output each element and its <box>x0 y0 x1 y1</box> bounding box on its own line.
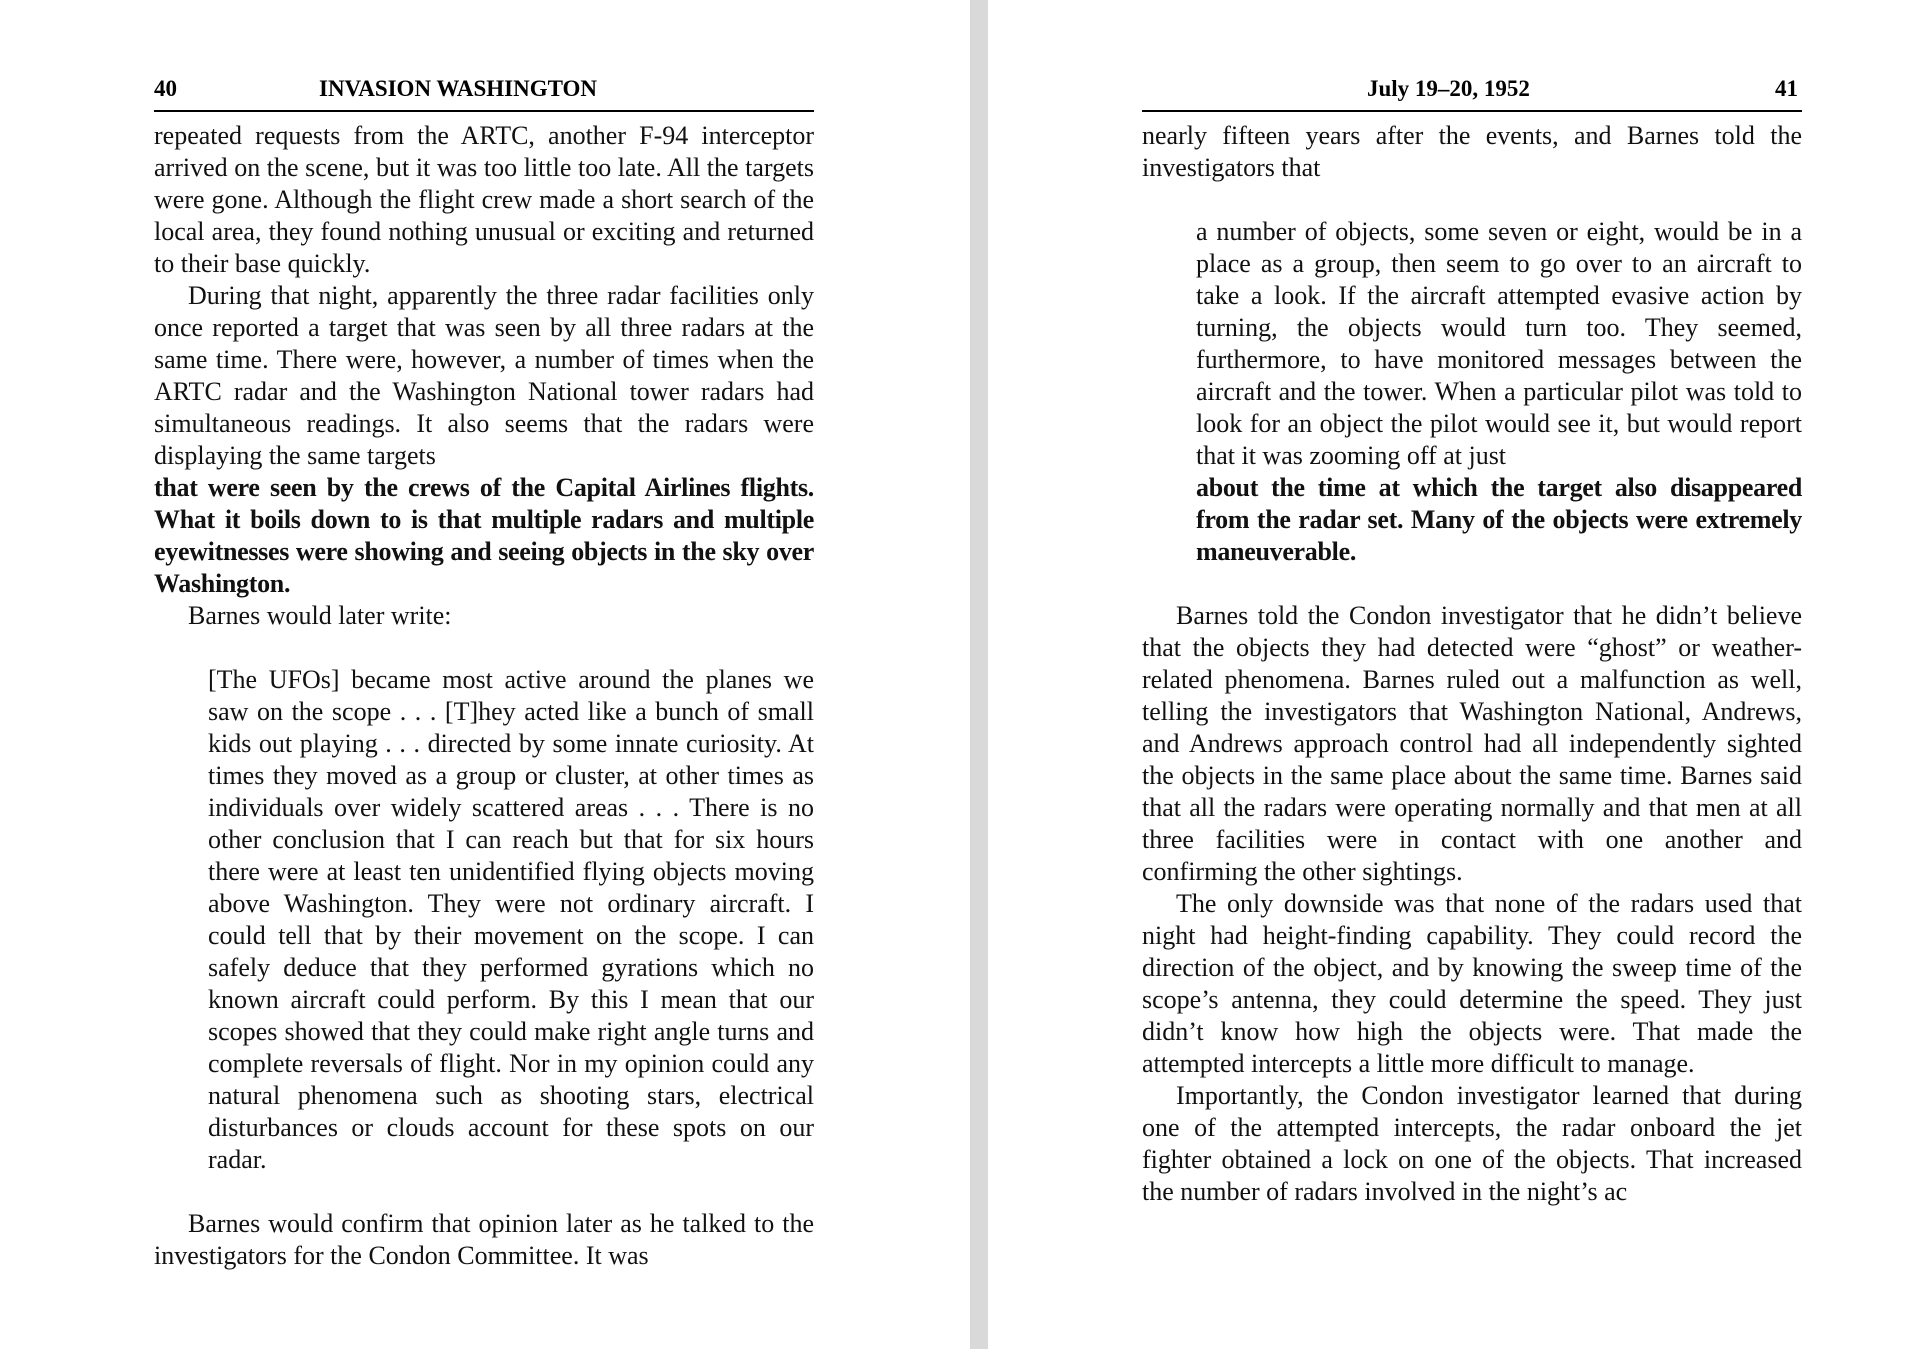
page-gutter <box>970 0 988 1349</box>
block-quote-continued: about the time at which the target also disappeared from the radar set. Many of the objects were extremely maneuverable. <box>1196 473 1802 566</box>
paragraph: that were seen by the crews of the Capital Airlines flights. What it boils down to is that multiple radars and multiple eyewitnesses were showing and seeing objects in the sky over Washington. <box>154 473 814 598</box>
paragraph: During that night, apparently the three radar facilities only once reported a target that was seen by all three radars at the same time. There were, however, a number of times when the ARTC radar and the Washington National tower radars had simultaneous readings. It also seems that the radars were displaying the same targets <box>154 281 814 470</box>
paragraph: repeated requests from the ARTC, another F-94 interceptor arrived on the scene, but it was too little too late. All the targets were gone. Although the flight crew made a short search of the local area, they found nothing unusual or exciting and returned to their base quickly. <box>154 121 814 278</box>
block-quote: [The UFOs] became most active around the planes we saw on the scope . . . [T]hey acted like a bunch of small kids out playing . . . directed by some innate curiosity. At times they moved as a group or cluster, at other times as individuals over widely scattered areas . . . There is no other conclusion that I can reach but that for six hours there were at least ten unidentified flying objects moving above Washington. They were not ordinary aircraft. I could tell that by their movement on the scope. I can safely deduce that they performed gyrations which no known aircraft could perform. By this I mean that our scopes showed that they could make right angle turns and complete reversals of flight. Nor in my opinion could any natural phenomena such as shooting stars, electrical disturbances or clouds account for these spots on our radar. <box>208 665 814 1174</box>
left-running-head <box>154 76 814 112</box>
paragraph: Barnes would later write: <box>188 601 452 630</box>
right-running-head <box>1142 76 1802 112</box>
book-title: INVASION WASHINGTON <box>319 76 598 101</box>
right-page <box>988 0 1920 1349</box>
paragraph: The only downside was that none of the radars used that night had height-finding capability. They could record the direction of the object, and by knowing the sweep time of the scope’s antenna, they could determine the speed. They just didn’t know how high the objects were. That made the attempted intercepts a little more difficult to manage. <box>1142 889 1802 1078</box>
paragraph: nearly fifteen years after the events, and Barnes told the investigators that <box>1142 121 1802 182</box>
right-page-body <box>1142 120 1802 1208</box>
left-page-body <box>154 120 814 1272</box>
chapter-title: July 19–20, 1952 <box>1367 76 1530 101</box>
page-number: 41 <box>1775 76 1798 101</box>
paragraph: Importantly, the Condon investigator learned that during one of the attempted intercepts, the radar onboard the jet fighter obtained a lock on one of the objects. That increased the number of radars involved in the night’s ac <box>1142 1081 1802 1206</box>
paragraph: Barnes would confirm that opinion later as he talked to the investigators for the Condon Committee. It was <box>154 1209 814 1270</box>
block-quote: a number of objects, some seven or eight, would be in a place as a group, then seem to go over to an aircraft to take a look. If the aircraft attempted evasive action by turning, the objects would turn too. They seemed, furthermore, to have monitored messages between the aircraft and the tower. When a particular pilot was told to look for an object the pilot would see it, but would report that it was zooming off at just <box>1196 217 1802 470</box>
paragraph: Barnes told the Condon investigator that he didn’t believe that the objects they had detected were “ghost” or weather-related phenomena. Barnes ruled out a malfunction as well, telling the investigators that Washington National, Andrews, and Andrews approach control had all independently sighted the objects in the same place about the same time. Barnes said that all the radars were operating normally and that men at all three facilities were in contact with one another and confirming the other sightings. <box>1142 601 1802 886</box>
page-number: 40 <box>154 76 177 101</box>
